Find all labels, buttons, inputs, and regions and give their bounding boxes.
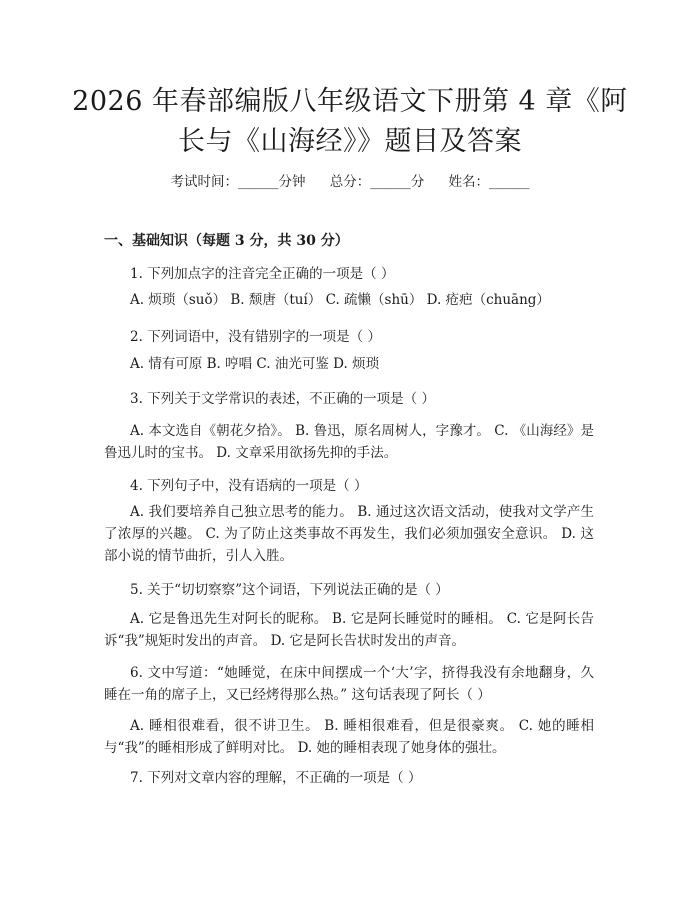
total-score: 总分：______分 (329, 174, 425, 190)
question-5: 5. 关于“切切察察”这个词语，下列说法正确的是（ ） (130, 582, 449, 598)
options-6: A. 睡相很难看，很不讲卫生。 B. 睡相很难看，但是很豪爽。 C. 她的睡相与“我”的睡相形成了鲜明对比。 D. 她的睡相表现了她身体的强壮。 (104, 718, 594, 756)
options-5: A. 它是鲁迅先生对阿长的昵称。 B. 它是阿长睡觉时的睡相。 C. 它是阿长告诉“我”规矩时发出的声音。 D. 它是阿长告状时发出的声音。 (104, 611, 594, 649)
exam-meta (0, 170, 700, 190)
exam-time: 考试时间：______分钟 (170, 174, 306, 190)
question-7: 7. 下列对文章内容的理解，不正确的一项是（ ） (130, 770, 422, 786)
question-3: 3. 下列关于文学常识的表述，不正确的一项是（ ） (130, 391, 435, 407)
options-2: A. 情有可原 B. 哼唱 C. 油光可鉴 D. 烦琐 (130, 356, 380, 372)
options-1: A. 烦琐（suǒ） B. 颓唐（tuí） C. 疏懒（shū） D. 疮疤（chuāng） (130, 292, 550, 308)
student-name: 姓名：______ (448, 174, 530, 190)
question-4: 4. 下列句子中，没有语病的一项是（ ） (130, 478, 368, 494)
question-1: 1. 下列加点字的注音完全正确的一项是（ ） (130, 266, 395, 282)
options-3: A. 本文选自《朝花夕拾》。 B. 鲁迅，原名周树人，字豫才。 C. 《山海经》是鲁迅儿时的宝书。 D. 文章采用欲扬先抑的手法。 (104, 423, 594, 461)
question-2: 2. 下列词语中，没有错别字的一项是（ ） (130, 329, 381, 345)
options-4: A. 我们要培养自己独立思考的能力。 B. 通过这次语文活动，使我对文学产生了浓厚的兴趣。 C. 为了防止这类事故不再发生，我们必须加强安全意识。 D. 这部小说的情节曲折，引人入胜。 (104, 504, 594, 564)
question-6: 6. 文中写道：“她睡觉，在床中间摆成一个‘大’字，挤得我没有余地翻身，久睡在一角的席子上，又已经烤得那么热。” 这句话表现了阿长（ ） (104, 665, 594, 703)
section-heading: 一、基础知识（每题 3 分，共 30 分） (104, 233, 349, 249)
page-title: 2026 年春部编版八年级语文下册第 4 章《阿长与《山海经》》题目及答案 (72, 86, 628, 157)
